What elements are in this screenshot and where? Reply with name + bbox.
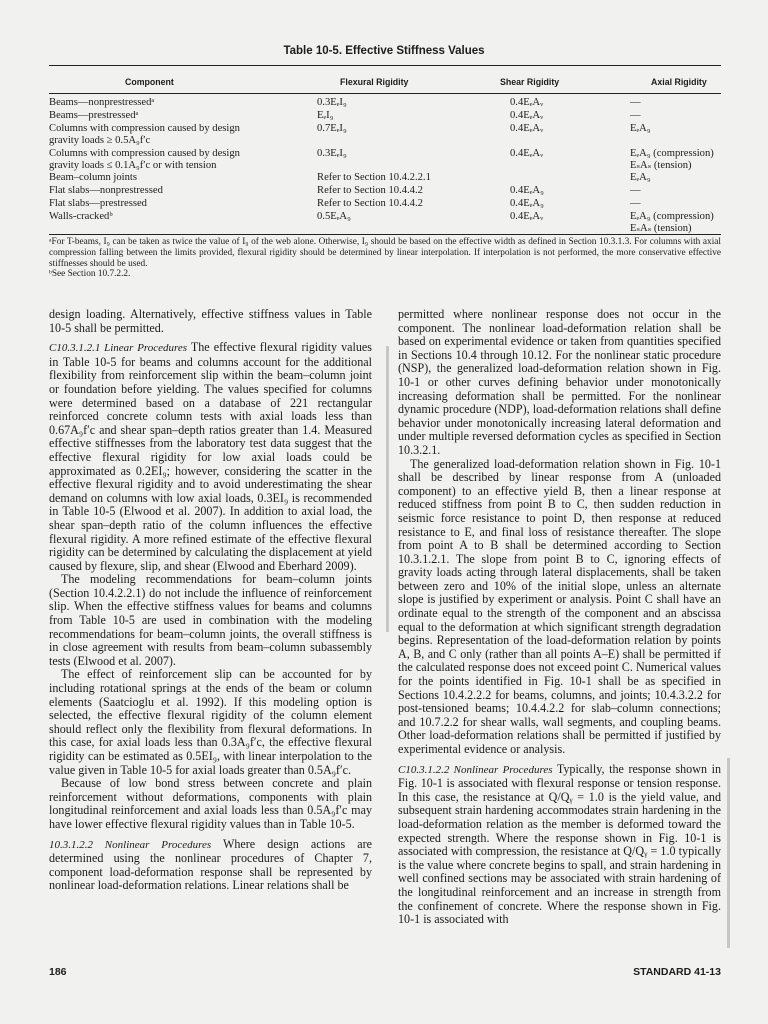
commentary-paragraph	[49, 341, 372, 573]
cell-axial	[630, 97, 641, 109]
cell-component	[49, 211, 113, 223]
cell-axial-line: EₑA₉	[630, 123, 651, 134]
cell-axial-line: —	[630, 97, 641, 108]
cell-shear	[510, 97, 543, 109]
body-paragraph	[49, 777, 372, 831]
cell-shear	[510, 123, 543, 135]
body-paragraph	[398, 308, 721, 458]
cell-flexural-line: 0.3EₑI₉	[317, 97, 347, 108]
cell-flexural-line: 0.5EₑA₉	[317, 211, 351, 222]
cell-component-line: Beams—prestressedᵃ	[49, 110, 139, 121]
cell-component-line: Beam–column joints	[49, 172, 137, 183]
table-note-b: ᵇSee Section 10.7.2.2.	[49, 269, 131, 280]
cell-flexural-line: Refer to Section 10.4.4.2	[317, 198, 423, 209]
cell-shear	[510, 198, 544, 210]
left-column	[49, 308, 372, 893]
cell-flexural-line: Refer to Section 10.4.4.2	[317, 185, 423, 196]
cell-shear-line: 0.4EₑAᵥ	[510, 123, 544, 134]
paragraph-text: The generalized load-deformation relation shown in Fig. 10-1 shall be described by linear response from A (unloaded component) to an effective yield B, then a linear response at reduced stiffness from point B to C, then sudden reduction in seismic force resistance to point D, then response at reduced resistance to E, and final loss of resistance thereafter. The slope from point A to B shall be determined according to Section 10.3.1.2.1. The slope from point B to C, ignoring effects of gravity loads acting through lateral displacements, shall be taken between zero and 10% of the initial slope, unless an alternate slope is justified by experiment or analysis. Point C shall have an ordinate equal to the strength of the component and an abscissa equal to the deformation at which significant strength degradation begins. Representation of the load-deformation relation by points A, B, and C only (rather than all points A–E) shall be permitted if the calculated response does not exceed point C. Numerical values for the points identified in Fig. 10-1 shall be as specified in Sections 10.4.2.2.2 for beams, columns, and joints; 10.4.3.2.2 for post-tensioned beams; 10.4.4.2.2 for slab–column connections; and 10.7.2.2 for shear walls, wall segments, and coupling beams. Other load-deformation relations shall be permitted if justified by experimental evidence or analysis.	[398, 456, 721, 756]
cell-axial-line: —	[630, 185, 641, 196]
cell-shear-line: 0.4EₑAᵥ	[510, 110, 544, 121]
right-column	[398, 308, 721, 927]
commentary-bar-left	[386, 346, 389, 632]
page-number: 186	[49, 966, 67, 978]
table-title: Table 10-5. Effective Stiffness Values	[283, 45, 485, 57]
section-heading: C10.3.1.2.1 Linear Procedures	[49, 342, 191, 355]
body-paragraph	[49, 668, 372, 777]
cell-component	[49, 172, 137, 184]
cell-axial-line: EₛAₛ (tension)	[630, 223, 692, 234]
cell-axial	[630, 123, 651, 135]
commentary-paragraph	[398, 763, 721, 927]
cell-shear	[510, 185, 544, 197]
cell-component	[49, 110, 138, 122]
cell-shear-line: 0.4EₑA₉	[510, 198, 544, 209]
cell-shear	[510, 148, 543, 160]
paragraph-text: Typically, the response shown in Fig. 10-1 is associated with flexural response or tension response. In this case, the resistance at Q/Qᵧ = 1.0 is the yield value, and subsequent strain hardening accommodates strain hardening in the load-deformation relation as the member is deformed toward the expected strength. Where the response shown in Fig. 10-1 is associated with compression, the resistance at Q/Qᵧ = 1.0 typically is the value where concrete begins to spall, and strain hardening in well confined sections may be associated with strain hardening of the longitudinal reinforcement and an increase in strength from the confinement of concrete. Where the response shown in Fig. 10-1 is associated with	[398, 761, 721, 927]
cell-component-line: gravity loads ≤ 0.1A₉f′c or with tension	[49, 160, 217, 171]
section-paragraph	[49, 838, 372, 893]
cell-component-line: Columns with compression caused by design	[49, 123, 240, 134]
cell-component	[49, 198, 147, 210]
body-paragraph	[49, 573, 372, 668]
cell-flexural-line: Refer to Section 10.4.2.2.1	[317, 172, 431, 183]
section-heading: 10.3.1.2.2 Nonlinear Procedures	[49, 838, 223, 851]
cell-axial-line: —	[630, 110, 641, 121]
cell-flexural	[317, 97, 347, 109]
cell-flexural	[317, 185, 423, 197]
cell-flexural-line: 0.3EₑI₉	[317, 148, 347, 159]
cell-flexural-line: 0.7EₑI₉	[317, 123, 347, 134]
table-notes	[49, 237, 721, 280]
cell-flexural-line: EₑI₉	[317, 110, 334, 121]
cell-shear	[510, 211, 543, 223]
section-heading: C10.3.1.2.2 Nonlinear Procedures	[398, 763, 557, 776]
cell-shear-line: 0.4EₑAᵥ	[510, 97, 544, 108]
cell-component	[49, 185, 163, 197]
header-component: Component	[125, 77, 174, 87]
header-axial: Axial Rigidity	[651, 77, 707, 87]
cell-component-line: Columns with compression caused by design	[49, 148, 240, 159]
cell-axial	[630, 185, 641, 197]
table-note-a: ᵃFor T-beams, I₉ can be taken as twice the value of I₉ of the web alone. Otherwise, I₉ should be based on the effective width as defined in Section 10.3.1.3. For columns with axial compression falling between the limits provided, flexural rigidity should be determined by linear interpolation. If interpolation is not performed, the more conservative effective stiffnesses should be used.	[49, 237, 721, 269]
paragraph-text: The modeling recommendations for beam–column joints (Section 10.4.2.2.1) do not include the influence of reinforcement slip. When the effective stiffness values for beams and columns from Table 10-5 are used in combination with the modeling recommendations for beam–column joints, the overall stiffness is in close agreement with results from beam–column subassembly tests (Elwood et al. 2007).	[49, 572, 372, 668]
header-shear: Shear Rigidity	[500, 77, 560, 87]
cell-axial-line: EₑA₉ (compression)	[630, 211, 714, 222]
cell-axial-line: —	[630, 198, 641, 209]
cell-component	[49, 97, 154, 109]
cell-axial-line: EₑA₉	[630, 172, 651, 183]
header-flexural: Flexural Rigidity	[340, 77, 409, 87]
paragraph-text: The effect of reinforcement slip can be accounted for by including rotational springs at the ends of the beam or column elements (Saatcioglu et al. 1992). If this modeling option is selected, the effective flexural rigidity of the column element should reflect only the flexibility from flexural deformations. In this case, for axial loads less than 0.3A₉f′c, the effective flexural rigidity can be estimated as 0.5EI₉, with linear interpolation to the value given in Table 10-5 for axial loads greater than 0.5A₉f′c.	[49, 667, 372, 777]
paragraph-text: The effective flexural rigidity values in Table 10-5 for beams and columns account for the additional flexibility from reinforcement slip within the beam–column joint or foundation before yielding. The values specified for columns were determined based on a database of 221 rectangular reinforced concrete column tests with axial loads less than 0.67A₉f′c and shear span–depth ratios greater than 1.4. Measured effective stiffnesses from the laboratory test data suggest that the effective flexural rigidity for low axial loads could be approximated as 0.2EI₉; however, considering the scatter in the effective flexural rigidity and to avoid underestimating the shear demand on columns with low axial loads, 0.3EI₉ is recommended in Table 10-5 (Elwood et al. 2007). In addition to axial load, the shear span–depth ratio of the column influences the effective flexural rigidity. A more refined estimate of the effective flexural rigidity can be determined by calculating the displacement at yield caused by flexure, slip, and shear (Elwood and Eberhard 2009).	[49, 340, 372, 573]
cell-axial	[630, 211, 714, 235]
cell-axial	[630, 148, 714, 172]
cell-component-line: gravity loads ≥ 0.5A₉f′c	[49, 135, 151, 146]
table-header-rule	[49, 93, 721, 94]
standard-label: STANDARD 41-13	[633, 966, 721, 978]
cell-axial	[630, 110, 641, 122]
cell-shear	[510, 110, 543, 122]
cell-component-line: Flat slabs—nonprestressed	[49, 185, 163, 196]
cell-axial	[630, 172, 651, 184]
cell-axial	[630, 198, 641, 210]
cell-shear-line: 0.4EₑAᵥ	[510, 148, 544, 159]
cell-flexural	[317, 123, 347, 135]
cell-component	[49, 148, 240, 172]
paragraph-text: Because of low bond stress between concrete and plain reinforcement without deformations, components with plain longitudinal reinforcement and axial loads less than 0.5A₉f′c may have lower effective flexural rigidity values than in Table 10-5.	[49, 776, 372, 831]
body-paragraph	[398, 458, 721, 757]
cell-flexural	[317, 148, 347, 160]
paragraph-text: permitted where nonlinear response does not occur in the component. The nonlinear load-deformation relation shall be based on experimental evidence or taken from quantities specified in Sections 10.4 through 10.12. For the nonlinear static procedure (NSP), the generalized load-deformation relation shown in Fig. 10-1 or other curves defining behavior under monotonically increasing deformation shall be permitted. For the nonlinear dynamic procedure (NDP), load-deformation relations shall define behavior under monotonically increasing lateral deformation and under multiple reversed deformation cycles as specified in Section 10.3.2.1.	[398, 307, 721, 457]
cell-component-line: Walls-crackedᵇ	[49, 211, 113, 222]
cell-flexural	[317, 211, 351, 223]
cell-flexural	[317, 110, 333, 122]
cell-component-line: Beams—nonprestressedᵃ	[49, 97, 155, 108]
cell-axial-line: EₛAₛ (tension)	[630, 160, 692, 171]
cell-shear-line: 0.4EₑA₉	[510, 185, 544, 196]
cell-flexural	[317, 172, 431, 184]
cell-component	[49, 123, 240, 147]
cell-shear-line: 0.4EₑAᵥ	[510, 211, 544, 222]
commentary-bar-right	[727, 758, 730, 948]
paragraph-text: Where design actions are determined using the nonlinear procedures of Chapter 7, component load-deformation response shall be represented by nonlinear load-deformation relations. Linear relations shall be	[49, 836, 372, 893]
table-top-rule	[49, 65, 721, 66]
cell-axial-line: EₑA₉ (compression)	[630, 148, 714, 159]
cell-component-line: Flat slabs—prestressed	[49, 198, 147, 209]
paragraph-text: design loading. Alternatively, effective stiffness values in Table 10-5 shall be permitted.	[49, 307, 372, 335]
cell-flexural	[317, 198, 423, 210]
table-bottom-rule	[49, 234, 721, 235]
body-paragraph	[49, 308, 372, 335]
